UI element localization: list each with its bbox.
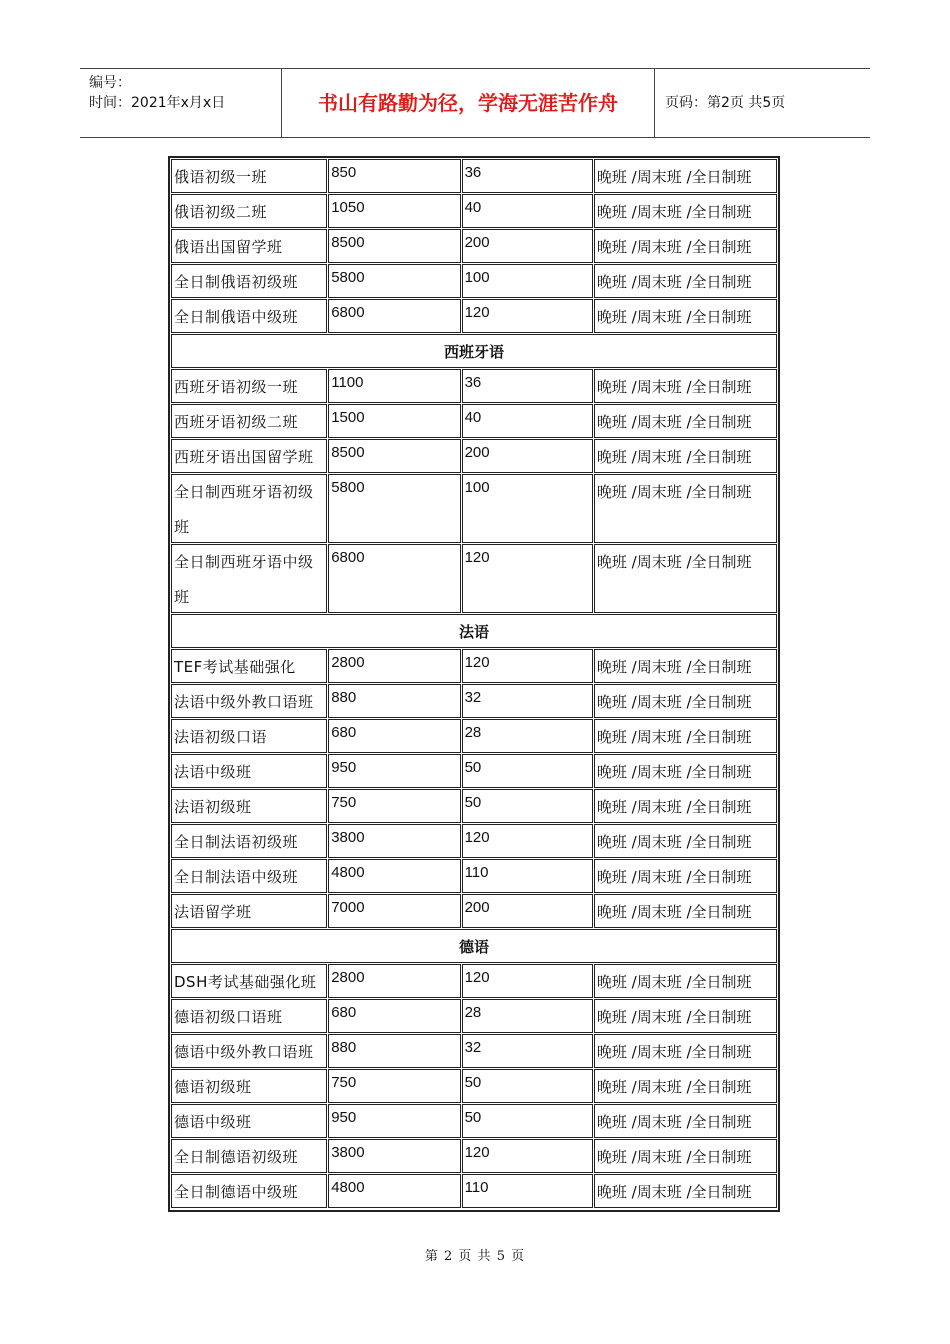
price-cell: 680 bbox=[328, 999, 460, 1033]
course-name-cell: 德语中级外教口语班 bbox=[171, 1034, 327, 1068]
schedule-cell: 晚班 /周末班 /全日制班 bbox=[594, 1034, 777, 1068]
course-name-cell: 德语初级口语班 bbox=[171, 999, 327, 1033]
table-row bbox=[171, 1034, 777, 1068]
section-header-french: 法语 bbox=[171, 614, 777, 648]
table-row bbox=[171, 684, 777, 718]
table-row bbox=[171, 439, 777, 473]
price-cell: 750 bbox=[328, 1069, 460, 1103]
hours-cell: 120 bbox=[462, 544, 593, 613]
price-cell: 3800 bbox=[328, 1139, 460, 1173]
price-cell: 3800 bbox=[328, 824, 460, 858]
hours-cell: 120 bbox=[462, 299, 593, 333]
french-group bbox=[171, 649, 777, 928]
course-name-cell: 德语初级班 bbox=[171, 1069, 327, 1103]
price-cell: 750 bbox=[328, 789, 460, 823]
price-cell: 8500 bbox=[328, 229, 460, 263]
course-name-cell: 全日制西班牙语中级班 bbox=[171, 544, 327, 613]
hours-cell: 36 bbox=[462, 369, 593, 403]
table-row bbox=[171, 299, 777, 333]
hours-cell: 200 bbox=[462, 439, 593, 473]
table-row bbox=[171, 194, 777, 228]
table-row bbox=[171, 544, 777, 613]
price-cell: 2800 bbox=[328, 649, 460, 683]
schedule-cell: 晚班 /周末班 /全日制班 bbox=[594, 999, 777, 1033]
hours-cell: 100 bbox=[462, 264, 593, 298]
section-header-spanish: 西班牙语 bbox=[171, 334, 777, 368]
german-group bbox=[171, 964, 777, 1208]
header-divider bbox=[654, 69, 655, 137]
table-row bbox=[171, 789, 777, 823]
hours-cell: 50 bbox=[462, 1069, 593, 1103]
table-row bbox=[171, 859, 777, 893]
schedule-cell: 晚班 /周末班 /全日制班 bbox=[594, 754, 777, 788]
page-header bbox=[80, 68, 870, 138]
price-cell: 880 bbox=[328, 684, 460, 718]
schedule-cell: 晚班 /周末班 /全日制班 bbox=[594, 719, 777, 753]
course-name-cell: TEF考试基础强化 bbox=[171, 649, 327, 683]
price-cell: 6800 bbox=[328, 299, 460, 333]
hours-cell: 40 bbox=[462, 404, 593, 438]
course-name-cell: 全日制法语中级班 bbox=[171, 859, 327, 893]
schedule-cell: 晚班 /周末班 /全日制班 bbox=[594, 264, 777, 298]
table-row bbox=[171, 1104, 777, 1138]
schedule-cell: 晚班 /周末班 /全日制班 bbox=[594, 404, 777, 438]
schedule-cell: 晚班 /周末班 /全日制班 bbox=[594, 824, 777, 858]
price-cell: 850 bbox=[328, 159, 460, 193]
table-row bbox=[171, 999, 777, 1033]
schedule-cell: 晚班 /周末班 /全日制班 bbox=[594, 194, 777, 228]
schedule-cell: 晚班 /周末班 /全日制班 bbox=[594, 299, 777, 333]
course-name-cell: 法语留学班 bbox=[171, 894, 327, 928]
schedule-cell: 晚班 /周末班 /全日制班 bbox=[594, 964, 777, 998]
spanish-group bbox=[171, 369, 777, 613]
hours-cell: 200 bbox=[462, 229, 593, 263]
hours-cell: 120 bbox=[462, 964, 593, 998]
doc-number-label: 编号： bbox=[89, 75, 131, 91]
schedule-cell: 晚班 /周末班 /全日制班 bbox=[594, 789, 777, 823]
course-name-cell: 法语初级口语 bbox=[171, 719, 327, 753]
schedule-cell: 晚班 /周末班 /全日制班 bbox=[594, 369, 777, 403]
course-name-cell: 西班牙语初级一班 bbox=[171, 369, 327, 403]
course-name-cell: 全日制俄语中级班 bbox=[171, 299, 327, 333]
section-header-german: 德语 bbox=[171, 929, 777, 963]
hours-cell: 32 bbox=[462, 1034, 593, 1068]
schedule-cell: 晚班 /周末班 /全日制班 bbox=[594, 229, 777, 263]
price-cell: 7000 bbox=[328, 894, 460, 928]
table-row bbox=[171, 474, 777, 543]
price-cell: 5800 bbox=[328, 474, 460, 543]
header-meta bbox=[89, 73, 281, 113]
russian-group bbox=[171, 159, 777, 333]
schedule-cell: 晚班 /周末班 /全日制班 bbox=[594, 859, 777, 893]
schedule-cell: 晚班 /周末班 /全日制班 bbox=[594, 159, 777, 193]
price-cell: 6800 bbox=[328, 544, 460, 613]
price-cell: 1050 bbox=[328, 194, 460, 228]
hours-cell: 120 bbox=[462, 1139, 593, 1173]
table-row bbox=[171, 1174, 777, 1208]
price-cell: 2800 bbox=[328, 964, 460, 998]
schedule-cell: 晚班 /周末班 /全日制班 bbox=[594, 439, 777, 473]
course-name-cell: 德语中级班 bbox=[171, 1104, 327, 1138]
schedule-cell: 晚班 /周末班 /全日制班 bbox=[594, 894, 777, 928]
hours-cell: 50 bbox=[462, 789, 593, 823]
price-cell: 4800 bbox=[328, 1174, 460, 1208]
course-name-cell: DSH考试基础强化班 bbox=[171, 964, 327, 998]
schedule-cell: 晚班 /周末班 /全日制班 bbox=[594, 474, 777, 543]
course-name-cell: 西班牙语初级二班 bbox=[171, 404, 327, 438]
hours-cell: 32 bbox=[462, 684, 593, 718]
hours-cell: 36 bbox=[462, 159, 593, 193]
course-name-cell: 俄语初级二班 bbox=[171, 194, 327, 228]
hours-cell: 28 bbox=[462, 999, 593, 1033]
table-row bbox=[171, 824, 777, 858]
table-row bbox=[171, 369, 777, 403]
course-price-table bbox=[168, 156, 780, 1212]
hours-cell: 110 bbox=[462, 1174, 593, 1208]
table-row bbox=[171, 894, 777, 928]
course-name-cell: 全日制俄语初级班 bbox=[171, 264, 327, 298]
schedule-cell: 晚班 /周末班 /全日制班 bbox=[594, 544, 777, 613]
course-name-cell: 法语中级外教口语班 bbox=[171, 684, 327, 718]
schedule-cell: 晚班 /周末班 /全日制班 bbox=[594, 649, 777, 683]
price-cell: 4800 bbox=[328, 859, 460, 893]
course-name-cell: 法语初级班 bbox=[171, 789, 327, 823]
hours-cell: 28 bbox=[462, 719, 593, 753]
price-cell: 1500 bbox=[328, 404, 460, 438]
schedule-cell: 晚班 /周末班 /全日制班 bbox=[594, 1139, 777, 1173]
table-row bbox=[171, 754, 777, 788]
course-name-cell: 法语中级班 bbox=[171, 754, 327, 788]
hours-cell: 50 bbox=[462, 1104, 593, 1138]
page-footer: 第 2 页 共 5 页 bbox=[424, 1249, 526, 1264]
table-row bbox=[171, 404, 777, 438]
price-cell: 880 bbox=[328, 1034, 460, 1068]
schedule-cell: 晚班 /周末班 /全日制班 bbox=[594, 684, 777, 718]
table-row bbox=[171, 719, 777, 753]
price-cell: 8500 bbox=[328, 439, 460, 473]
price-cell: 1100 bbox=[328, 369, 460, 403]
course-name-cell: 全日制德语中级班 bbox=[171, 1174, 327, 1208]
header-page-info: 页码：第2页 共5页 bbox=[665, 95, 786, 111]
table-row bbox=[171, 159, 777, 193]
hours-cell: 50 bbox=[462, 754, 593, 788]
course-name-cell: 西班牙语出国留学班 bbox=[171, 439, 327, 473]
hours-cell: 110 bbox=[462, 859, 593, 893]
hours-cell: 40 bbox=[462, 194, 593, 228]
table-row bbox=[171, 264, 777, 298]
table-row bbox=[171, 964, 777, 998]
course-name-cell: 俄语初级一班 bbox=[171, 159, 327, 193]
table-row bbox=[171, 1069, 777, 1103]
schedule-cell: 晚班 /周末班 /全日制班 bbox=[594, 1174, 777, 1208]
header-motto: 书山有路勤为径，学海无涯苦作舟 bbox=[318, 91, 618, 115]
table-row bbox=[171, 1139, 777, 1173]
table-row bbox=[171, 229, 777, 263]
price-cell: 680 bbox=[328, 719, 460, 753]
hours-cell: 120 bbox=[462, 649, 593, 683]
doc-date-label: 时间：2021年x月x日 bbox=[89, 95, 226, 111]
course-name-cell: 全日制法语初级班 bbox=[171, 824, 327, 858]
price-cell: 5800 bbox=[328, 264, 460, 298]
course-name-cell: 俄语出国留学班 bbox=[171, 229, 327, 263]
hours-cell: 100 bbox=[462, 474, 593, 543]
price-cell: 950 bbox=[328, 1104, 460, 1138]
table-row bbox=[171, 649, 777, 683]
hours-cell: 200 bbox=[462, 894, 593, 928]
course-name-cell: 全日制德语初级班 bbox=[171, 1139, 327, 1173]
schedule-cell: 晚班 /周末班 /全日制班 bbox=[594, 1104, 777, 1138]
schedule-cell: 晚班 /周末班 /全日制班 bbox=[594, 1069, 777, 1103]
course-name-cell: 全日制西班牙语初级班 bbox=[171, 474, 327, 543]
price-cell: 950 bbox=[328, 754, 460, 788]
hours-cell: 120 bbox=[462, 824, 593, 858]
